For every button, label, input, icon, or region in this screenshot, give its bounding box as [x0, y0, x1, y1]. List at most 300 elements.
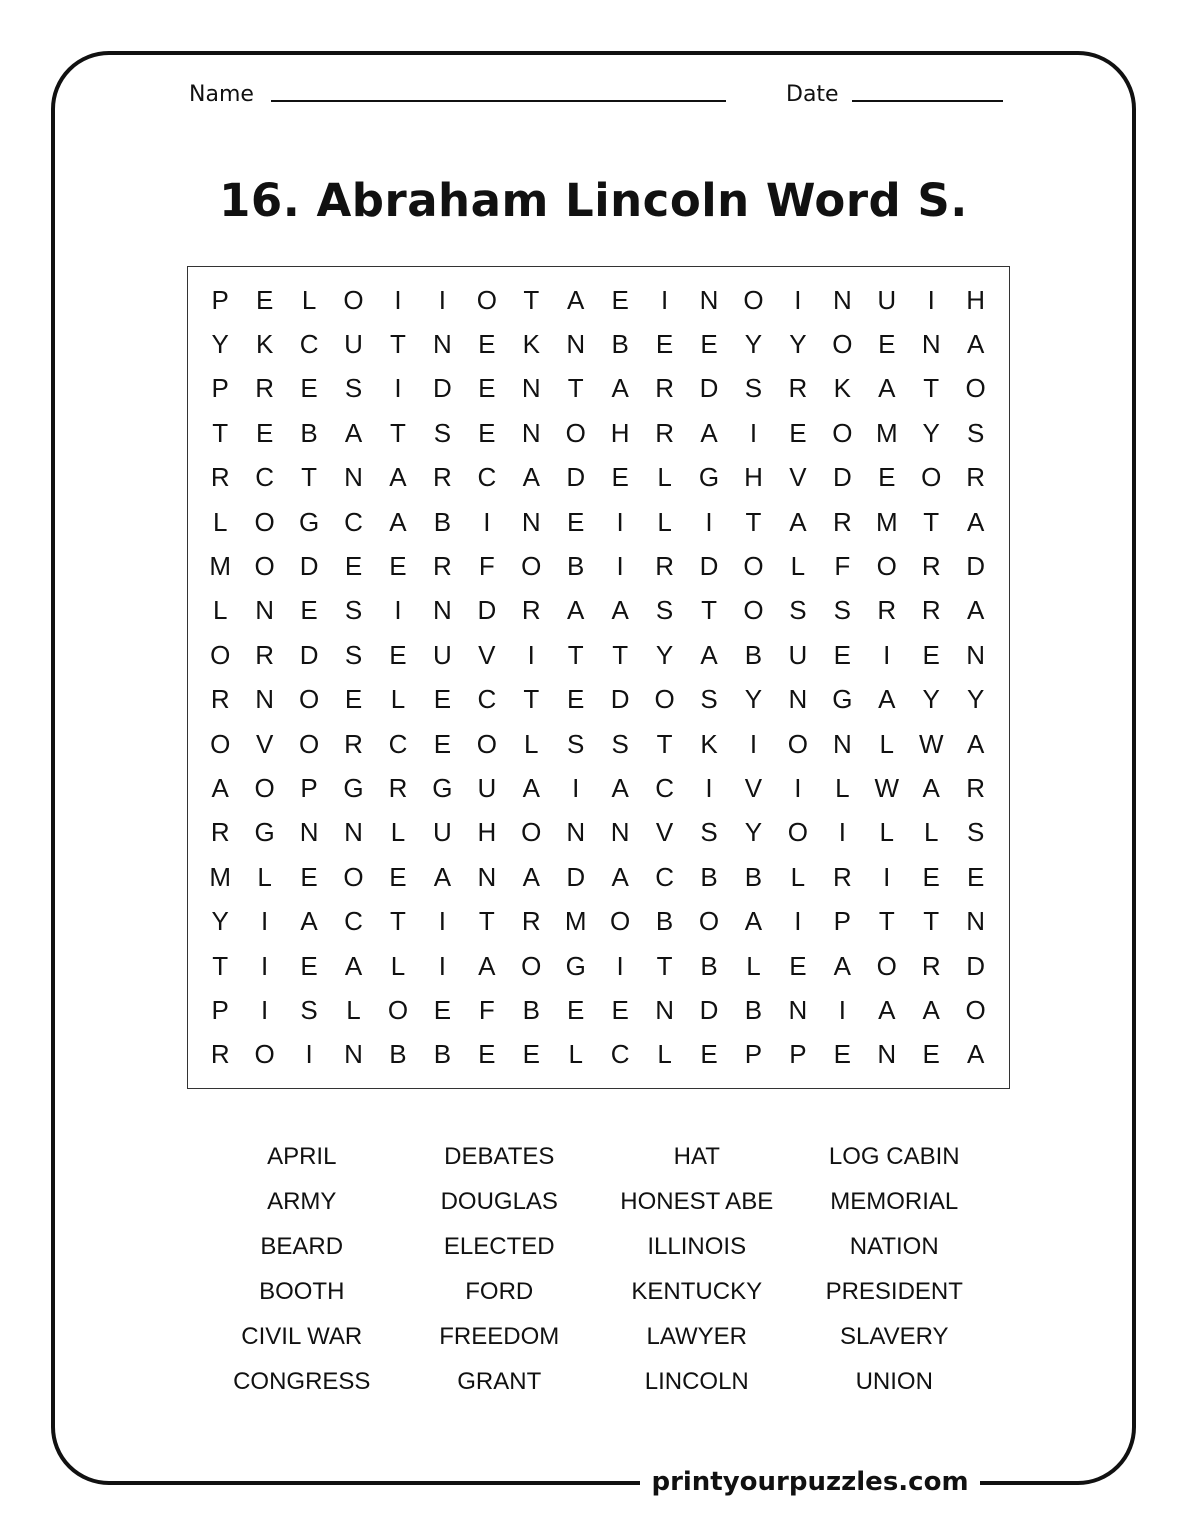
grid-letter[interactable]: I	[305, 1039, 313, 1070]
grid-letter[interactable]: A	[700, 639, 718, 670]
grid-letter[interactable]: I	[261, 994, 269, 1025]
grid-letter[interactable]: A	[966, 1039, 985, 1070]
grid-letter[interactable]: W	[874, 772, 900, 803]
grid-letter[interactable]: O	[476, 284, 497, 315]
grid-letter[interactable]: S	[744, 373, 763, 404]
grid-letter[interactable]: E	[344, 551, 363, 582]
grid-letter[interactable]: I	[438, 950, 447, 981]
grid-letter[interactable]: R	[921, 595, 941, 626]
grid-letter[interactable]: T	[567, 639, 584, 670]
grid-letter[interactable]: O	[610, 906, 631, 937]
grid-letter[interactable]: N	[966, 639, 986, 670]
grid-letter[interactable]: E	[567, 994, 585, 1025]
grid-letter[interactable]: N	[433, 329, 452, 360]
grid-letter[interactable]: O	[254, 772, 275, 803]
grid-letter[interactable]: E	[878, 329, 896, 360]
grid-letter[interactable]: R	[521, 595, 541, 626]
grid-letter[interactable]: A	[389, 506, 407, 537]
grid-letter[interactable]: N	[344, 817, 363, 848]
grid-letter[interactable]: P	[211, 994, 229, 1025]
grid-letter[interactable]: E	[344, 684, 363, 715]
grid-letter[interactable]: K	[833, 373, 852, 404]
grid-letter[interactable]: G	[698, 462, 720, 493]
grid-letter[interactable]: T	[301, 462, 318, 493]
grid-letter[interactable]: E	[433, 684, 452, 715]
grid-letter[interactable]: R	[655, 417, 674, 448]
grid-letter[interactable]: C	[610, 1039, 630, 1070]
grid-letter[interactable]: A	[833, 950, 852, 981]
grid-letter[interactable]: R	[655, 551, 674, 582]
grid-letter[interactable]: Y	[744, 684, 763, 715]
grid-letter[interactable]: L	[835, 772, 850, 803]
grid-letter[interactable]: A	[789, 506, 807, 537]
grid-letter[interactable]: N	[521, 373, 541, 404]
grid-letter[interactable]: I	[838, 817, 846, 848]
grid-letter[interactable]: E	[478, 373, 496, 404]
grid-letter[interactable]: O	[876, 551, 897, 582]
grid-letter[interactable]: O	[965, 994, 986, 1025]
grid-letter[interactable]: A	[300, 906, 318, 937]
grid-letter[interactable]: O	[521, 551, 542, 582]
grid-letter[interactable]: F	[478, 994, 495, 1025]
grid-letter[interactable]: R	[433, 462, 452, 493]
grid-letter[interactable]: L	[568, 1039, 583, 1070]
grid-letter[interactable]: I	[705, 772, 713, 803]
grid-letter[interactable]: E	[611, 284, 629, 315]
grid-letter[interactable]: H	[477, 817, 497, 848]
grid-letter[interactable]: C	[388, 728, 408, 759]
grid-letter[interactable]: N	[299, 817, 319, 848]
grid-letter[interactable]: A	[344, 950, 363, 981]
grid-letter[interactable]: O	[876, 950, 897, 981]
grid-letter[interactable]: R	[966, 772, 986, 803]
grid-letter[interactable]: A	[522, 772, 540, 803]
grid-letter[interactable]: L	[923, 817, 939, 848]
grid-letter[interactable]: N	[877, 1039, 897, 1070]
grid-letter[interactable]: I	[527, 639, 535, 670]
grid-letter[interactable]: A	[922, 994, 940, 1025]
grid-letter[interactable]: E	[567, 684, 585, 715]
grid-letter[interactable]: O	[965, 373, 986, 404]
grid-letter[interactable]: N	[344, 462, 363, 493]
grid-letter[interactable]: T	[523, 684, 540, 715]
grid-letter[interactable]: S	[789, 595, 807, 626]
grid-letter[interactable]: E	[478, 417, 496, 448]
grid-letter[interactable]: N	[566, 329, 586, 360]
grid-letter[interactable]: D	[699, 994, 719, 1025]
grid-letter[interactable]: R	[966, 462, 986, 493]
grid-letter[interactable]: D	[699, 551, 719, 582]
grid-letter[interactable]: R	[877, 595, 897, 626]
grid-letter[interactable]: D	[699, 373, 719, 404]
grid-letter[interactable]: E	[300, 950, 318, 981]
grid-letter[interactable]: L	[879, 728, 895, 759]
grid-letter[interactable]: D	[433, 373, 452, 404]
grid-letter[interactable]: I	[261, 950, 269, 981]
grid-letter[interactable]: I	[438, 284, 447, 315]
grid-letter[interactable]: E	[922, 1039, 940, 1070]
grid-letter[interactable]: E	[789, 417, 807, 448]
grid-letter[interactable]: O	[521, 950, 542, 981]
grid-letter[interactable]: S	[344, 639, 363, 670]
grid-letter[interactable]: O	[298, 728, 320, 759]
grid-letter[interactable]: N	[966, 906, 986, 937]
grid-letter[interactable]: E	[611, 462, 629, 493]
grid-letter[interactable]: D	[299, 639, 319, 670]
grid-letter[interactable]: A	[611, 772, 629, 803]
grid-letter[interactable]: D	[566, 861, 586, 892]
grid-letter[interactable]: L	[390, 684, 406, 715]
grid-letter[interactable]: A	[700, 417, 718, 448]
grid-letter[interactable]: L	[212, 506, 228, 537]
grid-letter[interactable]: A	[878, 684, 896, 715]
grid-letter[interactable]: I	[261, 906, 269, 937]
grid-letter[interactable]: D	[966, 551, 986, 582]
grid-letter[interactable]: O	[254, 1039, 275, 1070]
grid-letter[interactable]: I	[838, 994, 846, 1025]
grid-letter[interactable]: N	[788, 684, 808, 715]
grid-letter[interactable]: O	[343, 861, 364, 892]
grid-letter[interactable]: O	[254, 551, 275, 582]
grid-letter[interactable]: E	[255, 417, 274, 448]
grid-letter[interactable]: B	[744, 994, 763, 1025]
grid-letter[interactable]: H	[966, 284, 986, 315]
grid-letter[interactable]: I	[749, 417, 758, 448]
grid-letter[interactable]: R	[388, 772, 408, 803]
grid-letter[interactable]: I	[394, 373, 402, 404]
grid-letter[interactable]: T	[923, 373, 940, 404]
grid-letter[interactable]: O	[521, 817, 542, 848]
grid-letter[interactable]: O	[921, 462, 942, 493]
grid-letter[interactable]: T	[390, 417, 406, 448]
grid-letter[interactable]: N	[832, 728, 852, 759]
grid-letter[interactable]: O	[210, 639, 231, 670]
grid-letter[interactable]: S	[567, 728, 585, 759]
grid-letter[interactable]: L	[212, 595, 228, 626]
grid-letter[interactable]: O	[698, 906, 720, 937]
grid-letter[interactable]: O	[565, 417, 586, 448]
grid-letter[interactable]: I	[616, 506, 624, 537]
grid-letter[interactable]: R	[210, 817, 230, 848]
grid-letter[interactable]: S	[300, 994, 318, 1025]
grid-letter[interactable]: N	[788, 994, 808, 1025]
grid-letter[interactable]: G	[343, 772, 364, 803]
grid-letter[interactable]: C	[344, 506, 363, 537]
grid-letter[interactable]: E	[433, 728, 452, 759]
grid-letter[interactable]: A	[878, 994, 896, 1025]
grid-letter[interactable]: T	[390, 906, 406, 937]
grid-letter[interactable]: A	[344, 417, 363, 448]
grid-letter[interactable]: E	[611, 994, 629, 1025]
grid-letter[interactable]: F	[834, 551, 851, 582]
grid-letter[interactable]: C	[477, 684, 497, 715]
grid-letter[interactable]: P	[789, 1039, 807, 1070]
grid-letter[interactable]: E	[478, 329, 496, 360]
grid-letter[interactable]: G	[298, 506, 320, 537]
grid-letter[interactable]: L	[257, 861, 272, 892]
grid-letter[interactable]: N	[566, 817, 586, 848]
grid-letter[interactable]: U	[344, 329, 363, 360]
grid-letter[interactable]: M	[209, 861, 232, 892]
grid-letter[interactable]: V	[655, 817, 674, 848]
grid-letter[interactable]: N	[433, 595, 452, 626]
grid-letter[interactable]: E	[255, 284, 274, 315]
grid-letter[interactable]: A	[966, 506, 985, 537]
grid-letter[interactable]: A	[922, 772, 940, 803]
grid-letter[interactable]: A	[878, 373, 896, 404]
grid-letter[interactable]: L	[790, 551, 806, 582]
grid-letter[interactable]: D	[566, 462, 586, 493]
grid-letter[interactable]: E	[478, 1039, 496, 1070]
grid-letter[interactable]: N	[610, 817, 630, 848]
grid-letter[interactable]: N	[344, 1039, 363, 1070]
grid-letter[interactable]: G	[432, 772, 453, 803]
grid-letter[interactable]: T	[612, 639, 629, 670]
grid-letter[interactable]: O	[743, 551, 764, 582]
grid-letter[interactable]: L	[390, 817, 406, 848]
grid-letter[interactable]: A	[611, 373, 629, 404]
grid-letter[interactable]: S	[611, 728, 629, 759]
grid-letter[interactable]: B	[300, 417, 318, 448]
grid-letter[interactable]: A	[389, 462, 407, 493]
grid-letter[interactable]: E	[567, 506, 585, 537]
grid-letter[interactable]: B	[744, 861, 763, 892]
grid-letter[interactable]: A	[522, 462, 540, 493]
grid-letter[interactable]: O	[743, 595, 764, 626]
grid-letter[interactable]: S	[700, 817, 718, 848]
grid-letter[interactable]: B	[567, 551, 585, 582]
grid-letter[interactable]: O	[254, 506, 275, 537]
grid-letter[interactable]: F	[478, 551, 495, 582]
grid-letter[interactable]: M	[875, 506, 898, 537]
grid-letter[interactable]: U	[788, 639, 808, 670]
grid-letter[interactable]: D	[610, 684, 630, 715]
grid-letter[interactable]: I	[794, 284, 802, 315]
grid-letter[interactable]: B	[655, 906, 674, 937]
grid-letter[interactable]: O	[743, 284, 764, 315]
grid-letter[interactable]: T	[923, 906, 940, 937]
grid-letter[interactable]: I	[794, 772, 802, 803]
grid-letter[interactable]: B	[700, 861, 718, 892]
grid-letter[interactable]: G	[832, 684, 853, 715]
grid-letter[interactable]: I	[749, 728, 758, 759]
grid-letter[interactable]: E	[700, 329, 718, 360]
grid-letter[interactable]: R	[344, 728, 363, 759]
grid-letter[interactable]: A	[744, 906, 763, 937]
grid-letter[interactable]: V	[478, 639, 496, 670]
grid-letter[interactable]: U	[433, 817, 452, 848]
grid-letter[interactable]: I	[660, 284, 669, 315]
grid-letter[interactable]: I	[883, 861, 891, 892]
grid-letter[interactable]: I	[794, 906, 802, 937]
grid-letter[interactable]: R	[921, 551, 941, 582]
grid-letter[interactable]: R	[210, 462, 230, 493]
grid-letter[interactable]: N	[921, 329, 941, 360]
grid-letter[interactable]: P	[211, 284, 229, 315]
grid-letter[interactable]: A	[433, 861, 452, 892]
grid-letter[interactable]: I	[616, 950, 624, 981]
grid-letter[interactable]: L	[390, 950, 406, 981]
grid-letter[interactable]: N	[832, 284, 852, 315]
grid-letter[interactable]: I	[883, 639, 891, 670]
grid-letter[interactable]: A	[966, 595, 985, 626]
grid-letter[interactable]: T	[567, 373, 584, 404]
grid-letter[interactable]: L	[301, 284, 317, 315]
grid-letter[interactable]: Y	[655, 639, 674, 670]
grid-letter[interactable]: E	[878, 462, 896, 493]
grid-letter[interactable]: B	[744, 639, 763, 670]
grid-letter[interactable]: S	[655, 595, 674, 626]
grid-letter[interactable]: R	[521, 906, 541, 937]
grid-letter[interactable]: Y	[966, 684, 985, 715]
grid-letter[interactable]: T	[745, 506, 762, 537]
grid-letter[interactable]: Y	[922, 684, 940, 715]
grid-letter[interactable]: O	[654, 684, 675, 715]
grid-letter[interactable]: W	[918, 728, 944, 759]
grid-letter[interactable]: K	[255, 329, 274, 360]
grid-letter[interactable]: R	[210, 1039, 230, 1070]
grid-letter[interactable]: L	[746, 950, 761, 981]
grid-letter[interactable]: C	[299, 329, 319, 360]
grid-letter[interactable]: H	[744, 462, 763, 493]
grid-letter[interactable]: I	[394, 284, 402, 315]
grid-letter[interactable]: M	[875, 417, 898, 448]
grid-letter[interactable]: T	[478, 906, 495, 937]
grid-letter[interactable]: B	[433, 1039, 452, 1070]
grid-letter[interactable]: D	[966, 950, 986, 981]
grid-letter[interactable]: R	[210, 684, 230, 715]
grid-letter[interactable]: C	[255, 462, 275, 493]
grid-letter[interactable]: S	[344, 373, 363, 404]
grid-letter[interactable]: E	[389, 639, 407, 670]
grid-letter[interactable]: I	[927, 284, 935, 315]
grid-letter[interactable]: I	[438, 906, 447, 937]
grid-letter[interactable]: C	[477, 462, 497, 493]
grid-letter[interactable]: A	[211, 772, 229, 803]
grid-letter[interactable]: O	[787, 728, 809, 759]
grid-letter[interactable]: T	[212, 950, 229, 981]
grid-letter[interactable]: A	[966, 728, 985, 759]
grid-letter[interactable]: B	[389, 1039, 407, 1070]
grid-letter[interactable]: P	[211, 373, 229, 404]
grid-letter[interactable]: A	[567, 284, 585, 315]
grid-letter[interactable]: U	[477, 772, 497, 803]
grid-letter[interactable]: O	[210, 728, 231, 759]
grid-letter[interactable]: R	[655, 373, 674, 404]
grid-letter[interactable]: T	[390, 329, 406, 360]
grid-letter[interactable]: E	[700, 1039, 718, 1070]
grid-letter[interactable]: Y	[744, 329, 763, 360]
grid-letter[interactable]: U	[877, 284, 897, 315]
grid-letter[interactable]: L	[879, 817, 895, 848]
grid-letter[interactable]: Y	[789, 329, 807, 360]
grid-letter[interactable]: L	[657, 1039, 672, 1070]
grid-letter[interactable]: I	[394, 595, 402, 626]
grid-letter[interactable]: H	[610, 417, 630, 448]
grid-letter[interactable]: L	[657, 506, 672, 537]
grid-letter[interactable]: I	[616, 551, 624, 582]
grid-letter[interactable]: N	[255, 595, 275, 626]
grid-letter[interactable]: P	[833, 906, 852, 937]
grid-letter[interactable]: A	[611, 861, 629, 892]
grid-letter[interactable]: E	[389, 551, 407, 582]
grid-letter[interactable]: S	[966, 417, 985, 448]
grid-letter[interactable]: E	[833, 1039, 852, 1070]
grid-letter[interactable]: L	[657, 462, 672, 493]
grid-letter[interactable]: Y	[922, 417, 940, 448]
grid-letter[interactable]: N	[655, 994, 674, 1025]
date-field[interactable]	[852, 100, 1003, 102]
grid-letter[interactable]: O	[832, 329, 853, 360]
grid-letter[interactable]: P	[300, 772, 318, 803]
grid-letter[interactable]: R	[788, 373, 808, 404]
grid-letter[interactable]: S	[700, 684, 718, 715]
grid-letter[interactable]: E	[655, 329, 674, 360]
grid-letter[interactable]: E	[522, 1039, 540, 1070]
grid-letter[interactable]: B	[700, 950, 718, 981]
grid-letter[interactable]: O	[476, 728, 497, 759]
name-field[interactable]	[271, 100, 726, 102]
grid-letter[interactable]: R	[255, 639, 275, 670]
grid-letter[interactable]: B	[611, 329, 629, 360]
grid-letter[interactable]: I	[483, 506, 491, 537]
grid-letter[interactable]: O	[832, 417, 853, 448]
grid-letter[interactable]: V	[744, 772, 763, 803]
grid-letter[interactable]: D	[832, 462, 852, 493]
grid-letter[interactable]: T	[701, 595, 717, 626]
grid-letter[interactable]: I	[705, 506, 713, 537]
grid-letter[interactable]: D	[299, 551, 319, 582]
grid-letter[interactable]: D	[477, 595, 497, 626]
grid-letter[interactable]: M	[564, 906, 587, 937]
grid-letter[interactable]: Y	[211, 329, 229, 360]
grid-letter[interactable]: O	[787, 817, 809, 848]
grid-letter[interactable]: R	[433, 551, 452, 582]
grid-letter[interactable]: R	[832, 506, 852, 537]
grid-letter[interactable]: C	[344, 906, 363, 937]
grid-letter[interactable]: U	[433, 639, 452, 670]
grid-letter[interactable]: Y	[211, 906, 229, 937]
grid-letter[interactable]: S	[344, 595, 363, 626]
grid-letter[interactable]: K	[700, 728, 718, 759]
grid-letter[interactable]: E	[922, 639, 940, 670]
grid-letter[interactable]: G	[254, 817, 275, 848]
grid-letter[interactable]: B	[433, 506, 452, 537]
grid-letter[interactable]: C	[655, 861, 674, 892]
grid-letter[interactable]: T	[656, 950, 673, 981]
grid-letter[interactable]: E	[789, 950, 807, 981]
grid-letter[interactable]: S	[966, 817, 985, 848]
grid-letter[interactable]: A	[478, 950, 496, 981]
grid-letter[interactable]: R	[921, 950, 941, 981]
grid-letter[interactable]: V	[255, 728, 274, 759]
grid-letter[interactable]: B	[522, 994, 540, 1025]
grid-letter[interactable]: K	[522, 329, 540, 360]
grid-letter[interactable]: N	[477, 861, 497, 892]
grid-letter[interactable]: N	[521, 417, 541, 448]
grid-letter[interactable]: T	[523, 284, 540, 315]
grid-letter[interactable]: N	[521, 506, 541, 537]
grid-letter[interactable]: E	[966, 861, 985, 892]
grid-letter[interactable]: E	[433, 994, 452, 1025]
grid-letter[interactable]: A	[966, 329, 985, 360]
grid-letter[interactable]: L	[346, 994, 361, 1025]
grid-letter[interactable]: A	[611, 595, 629, 626]
grid-letter[interactable]: R	[832, 861, 852, 892]
grid-letter[interactable]: C	[655, 772, 674, 803]
grid-letter[interactable]: E	[300, 861, 318, 892]
grid-letter[interactable]: E	[922, 861, 940, 892]
